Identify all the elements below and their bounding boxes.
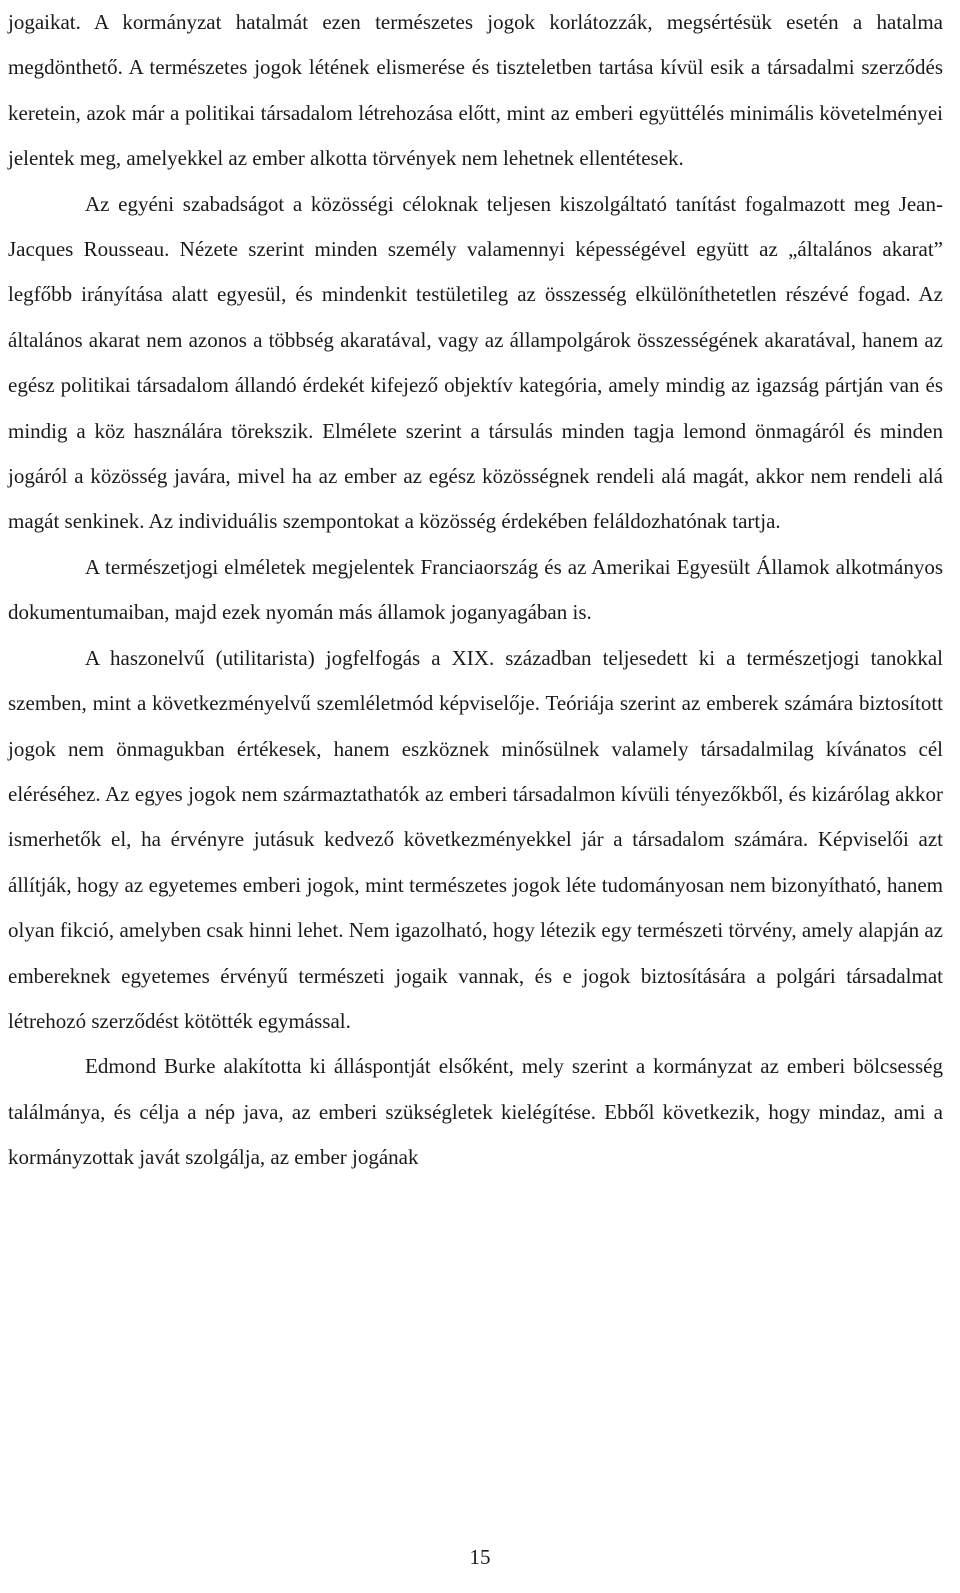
paragraph-rousseau: Az egyéni szabadságot a közösségi céloknak teljesen kiszolgáltató tanítást fogalmazott meg Jean-Jacques Rousseau. Nézete szerint minden személy valamennyi képességével együtt az „általános akarat” legfőbb irányítása alatt egyesül, és mindenkit testületileg az összesség elkülöníthetetlen részévé fogad. Az általános akarat nem azonos a többség akaratával, vagy az állampolgárok összességének akaratával, hanem az egész politikai társadalom állandó érdekét kifejező objektív kategória, amely mindig az igazság pártján van és mindig a köz használára törekszik. Elmélete szerint a társulás minden tagja lemond önmagáról és minden jogáról a közösség javára, mivel ha az ember az egész közösségnek rendeli alá magát, akkor nem rendeli alá magát senkinek. Az individuális szempontokat a közösség érdekében feláldozhatónak tartja. <box>8 191 943 534</box>
paragraph-continuation: jogaikat. A kormányzat hatalmát ezen természetes jogok korlátozzák, megsértésük esetén a hatalma megdönthető. A természetes jogok létének elismerése és tiszteletben tartása kívül esik a társadalmi szerződés keretein, azok már a politikai társadalom létrehozása előtt, mint az emberi együttélés minimális követelményei jelentek meg, amelyekkel az ember alkotta törvények nem lehetnek ellentétesek. <box>8 10 943 171</box>
paragraph-utilitarianism: A haszonelvű (utilitarista) jogfelfogás a XIX. században teljesedett ki a természetjogi tanokkal szemben, mint a következményelvű szemléletmód képviselője. Teóriája szerint az emberek számára biztosított jogok nem önmagukban értékesek, hanem eszköznek minősülnek valamely társadalmilag kívánatos cél eléréséhez. Az egyes jogok nem származtathatók az emberi társadalmon kívüli tényezőkből, és kizárólag akkor ismerhetők el, ha érvényre jutásuk kedvező következményekkel jár a társadalom számára. Képviselői azt állítják, hogy az egyetemes emberi jogok, mint természetes jogok léte tudományosan nem bizonyítható, hanem olyan fikció, amelyben csak hinni lehet. Nem igazolható, hogy létezik egy természeti törvény, amely alapján az embereknek egyetemes érvényű természeti jogaik vannak, és e jogok biztosítására a polgári társadalmat létrehozó szerződést kötötték egymással. <box>8 645 943 1033</box>
document-page <box>8 0 943 1181</box>
paragraph-natural-law-constitutions: A természetjogi elméletek megjelentek Franciaország és az Amerikai Egyesült Államok alkotmányos dokumentumaiban, majd ezek nyomán más államok joganyagában is. <box>8 554 943 625</box>
paragraph-burke: Edmond Burke alakította ki álláspontját elsőként, mely szerint a kormányzat az emberi bölcsesség találmánya, és célja a nép java, az emberi szükségletek kielégítése. Ebből következik, hogy mindaz, ami a kormányzottak javát szolgálja, az ember jogának <box>8 1054 943 1170</box>
page-number: 15 <box>469 1545 491 1569</box>
